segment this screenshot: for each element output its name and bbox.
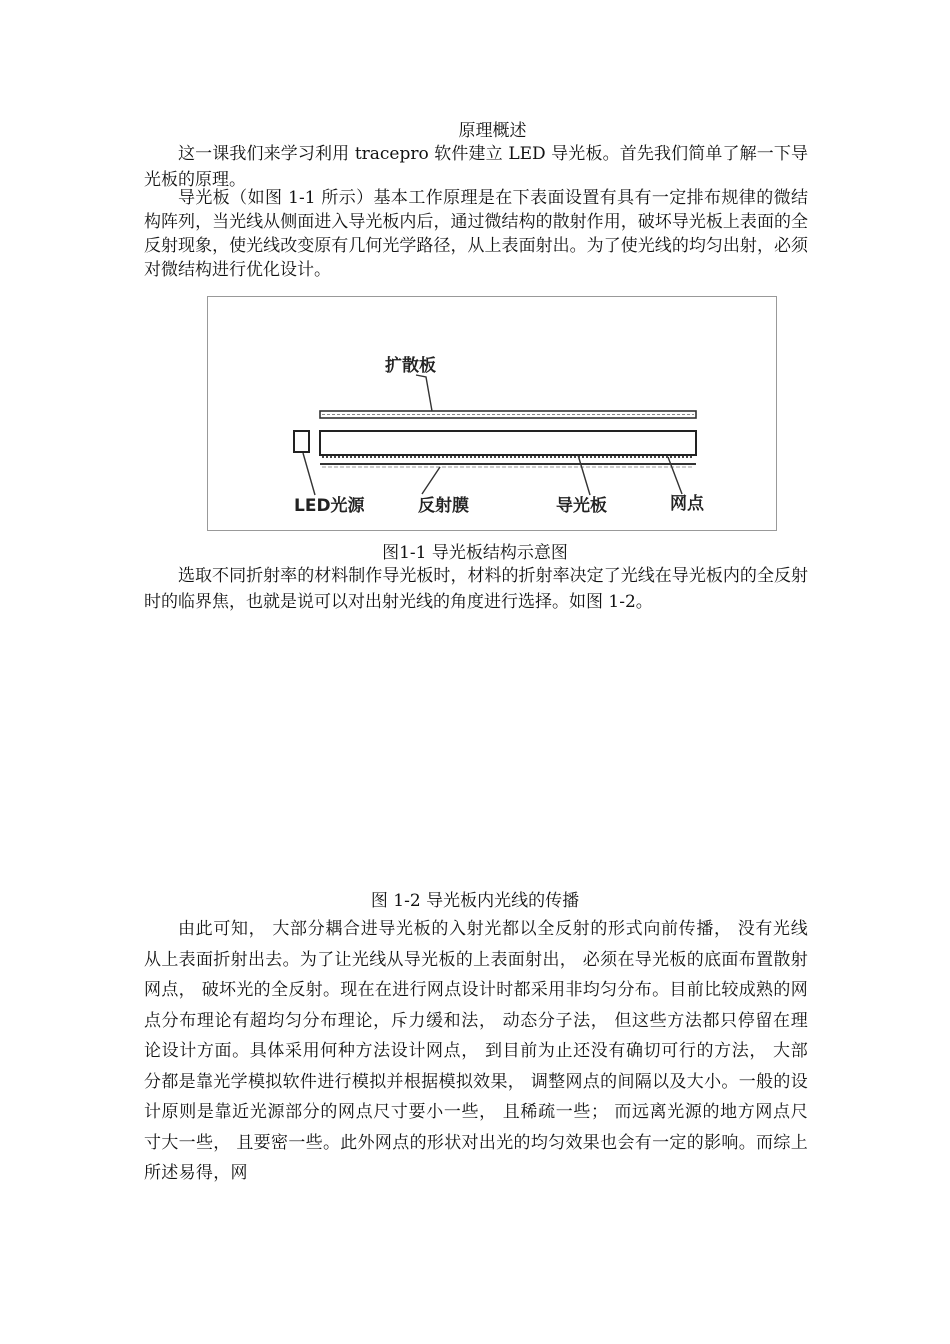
dots-leader [668, 457, 682, 494]
guide-leader [578, 455, 590, 495]
led-label: LED光源 [294, 496, 365, 516]
reflector-label: 反射膜 [418, 496, 469, 516]
figure2-caption: 图 1-2 导光板内光线的传播 [370, 891, 580, 911]
dot-design-paragraph: 由此可知， 大部分耦合进导光板的入射光都以全反射的形式向前传播， 没有光线从上表面折射出去。为了让光线从导光板的上表面射出， 必须在导光板的底面布置散射网点， 破坏光的全反射。现在在进行网点设计时都采用非均匀分布。目前比较成熟的网点分布理论有超均匀分布理论，斥力缓和法， 动态分子法， 但这些方法都只停留在理论设计方面。具体采用何种方法设计网点， 到目前为止还没有确切可行的方法， 大部分都是靠光学模拟软件进行模拟并根据模拟效果， 调整网点的间隔以及大小。一般的设计原则是靠近光源部分的网点尺寸要小一些， 且稀疏一些； 而远离光源的地方网点尺寸大一些， 且要密一些。此外网点的形状对出光的均匀效果也会有一定的影响。而综上所述易得，网 [144, 919, 808, 1183]
section-title: 原理概述 [458, 121, 527, 141]
diffuser-label: 扩散板 [385, 356, 436, 376]
guide-label: 导光板 [556, 496, 607, 516]
diffuser-leader [416, 375, 432, 411]
led-source [294, 431, 309, 452]
light-guide-plate [320, 431, 696, 455]
led-leader [303, 453, 315, 495]
figure1-caption: 图1-1 导光板结构示意图 [382, 543, 568, 563]
dots-label: 网点 [670, 494, 704, 514]
principle-paragraph: 导光板（如图 1-1 所示）基本工作原理是在下表面设置有具有一定排布规律的微结构阵列，当光线从侧面进入导光板内后，通过微结构的散射作用，破坏导光板上表面的全反射现象，使光线改变原有几何光学路径，从上表面射出。为了使光线的均匀出射，必须对微结构进行优化设计。 [144, 188, 808, 280]
refraction-paragraph: 选取不同折射率的材料制作导光板时，材料的折射率决定了光线在导光板内的全反射时的临界焦，也就是说可以对出射光线的角度进行选择。如图 1-2。 [144, 566, 808, 612]
structure-diagram [208, 297, 778, 532]
light-guide-structure-figure [207, 296, 777, 531]
reflector-leader [422, 467, 440, 494]
intro-paragraph: 这一课我们来学习利用 tracepro 软件建立 LED 导光板。首先我们简单了解一下导光板的原理。 [144, 144, 808, 190]
